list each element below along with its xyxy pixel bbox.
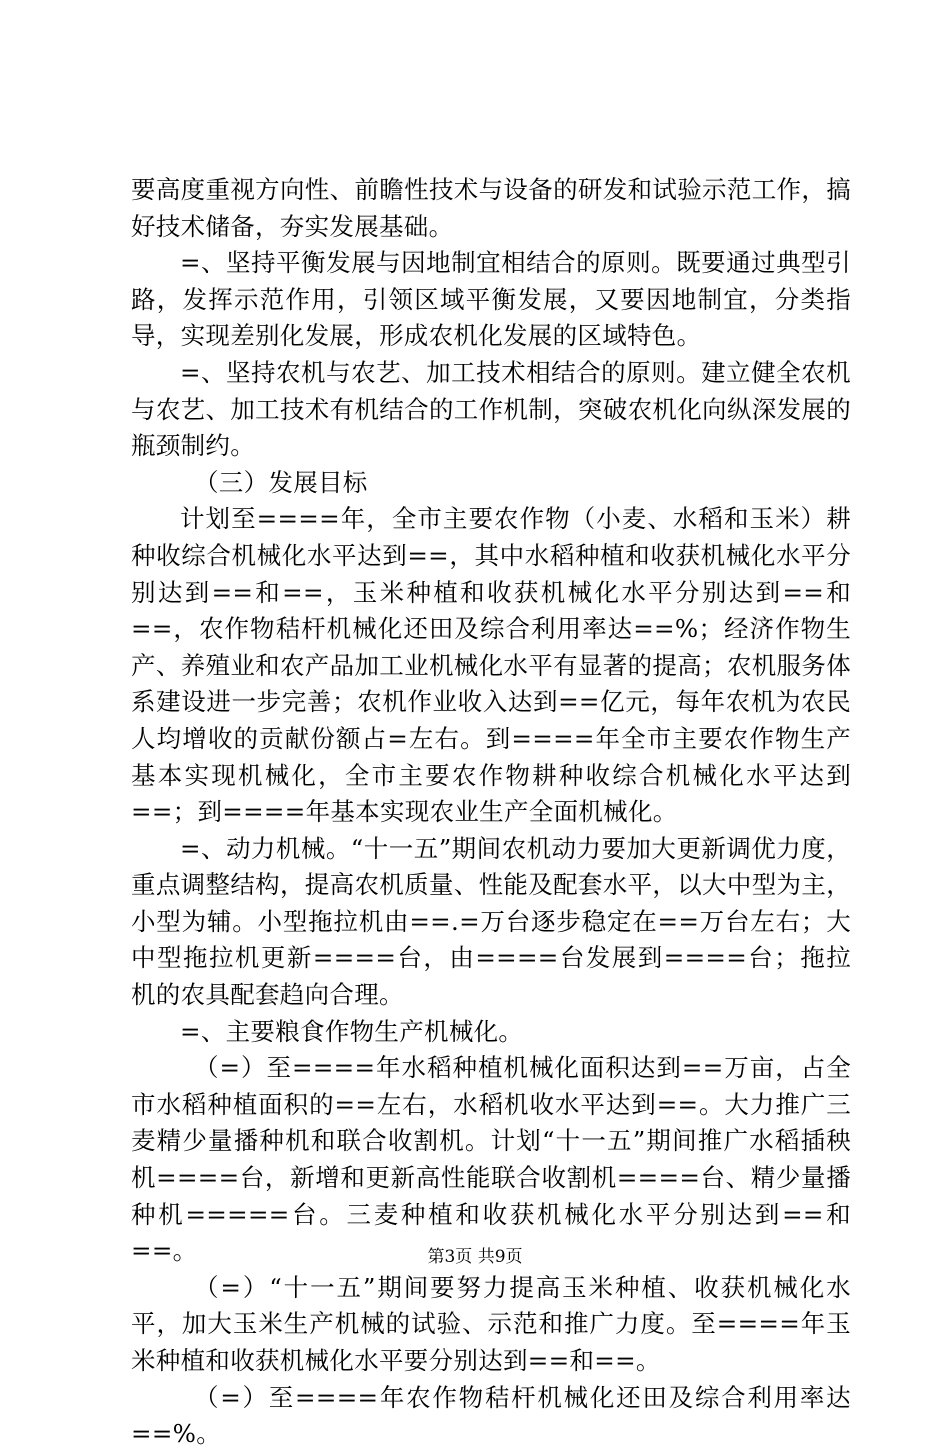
paragraph-2: =、坚持平衡发展与因地制宜相结合的原则。既要通过典型引路，发挥示范作用，引领区域平衡发展，又要因地制宜，分类指导，实现差别化发展，形成农机化发展的区域特色。	[131, 248, 851, 351]
paragraph-rice: （=）至====年水稻种植机械化面积达到==万亩，占全市水稻种植面积的==左右，水稻机收水平达到==。大力推广三麦精少量播种机和联合收割机。计划“十一五”期间推广水稻插秧机====台，新增和更新高性能联合收割机====台、精少量播种机=====台。三麦种植和收获机械化水平分别达到==和==。	[131, 1053, 851, 1266]
paragraph-straw: （=）至====年农作物秸杆机械化还田及综合利用率达==%。	[131, 1382, 851, 1449]
section-heading: （三）发展目标	[194, 467, 368, 497]
paragraph-goals: 计划至====年，全市主要农作物（小麦、水稻和玉米）耕种收综合机械化水平达到==，其中水稻种植和收获机械化水平分别达到==和==，玉米种植和收获机械化水平分别达到==和==，农作物秸杆机械化还田及综合利用率达==%；经济作物生产、养殖业和农产品加工业机械化水平有显著的提高；农机服务体系建设进一步完善；农机作业收入达到==亿元，每年农机为农民人均增收的贡献份额占=左右。到====年全市主要农作物生产基本实现机械化，全市主要农作物耕种收综合机械化水平达到==；到====年基本实现农业生产全面机械化。	[131, 504, 851, 827]
paragraph-grain-crops: =、主要粮食作物生产机械化。	[180, 1016, 524, 1046]
paragraph-power-machinery: =、动力机械。“十一五”期间农机动力要加大更新调优力度，重点调整结构，提高农机质量、性能及配套水平，以大中型为主，小型为辅。小型拖拉机由==.=万台逐步稳定在==万台左右；大中型拖拉机更新====台，由====台发展到====台；拖拉机的农具配套趋向合理。	[131, 833, 851, 1010]
page-number-footer: 第3页 共9页	[427, 1247, 523, 1267]
paragraph-1: 要高度重视方向性、前瞻性技术与设备的研发和试验示范工作，搞好技术储备，夯实发展基础。	[131, 175, 851, 241]
paragraph-3: =、坚持农机与农艺、加工技术相结合的原则。建立健全农机与农艺、加工技术有机结合的工作机制，突破农机化向纵深发展的瓶颈制约。	[131, 357, 851, 461]
paragraph-corn: （=）“十一五”期间要努力提高玉米种植、收获机械化水平，加大玉米生产机械的试验、示范和推广力度。至====年玉米种植和收获机械化水平要分别达到==和==。	[131, 1272, 851, 1375]
